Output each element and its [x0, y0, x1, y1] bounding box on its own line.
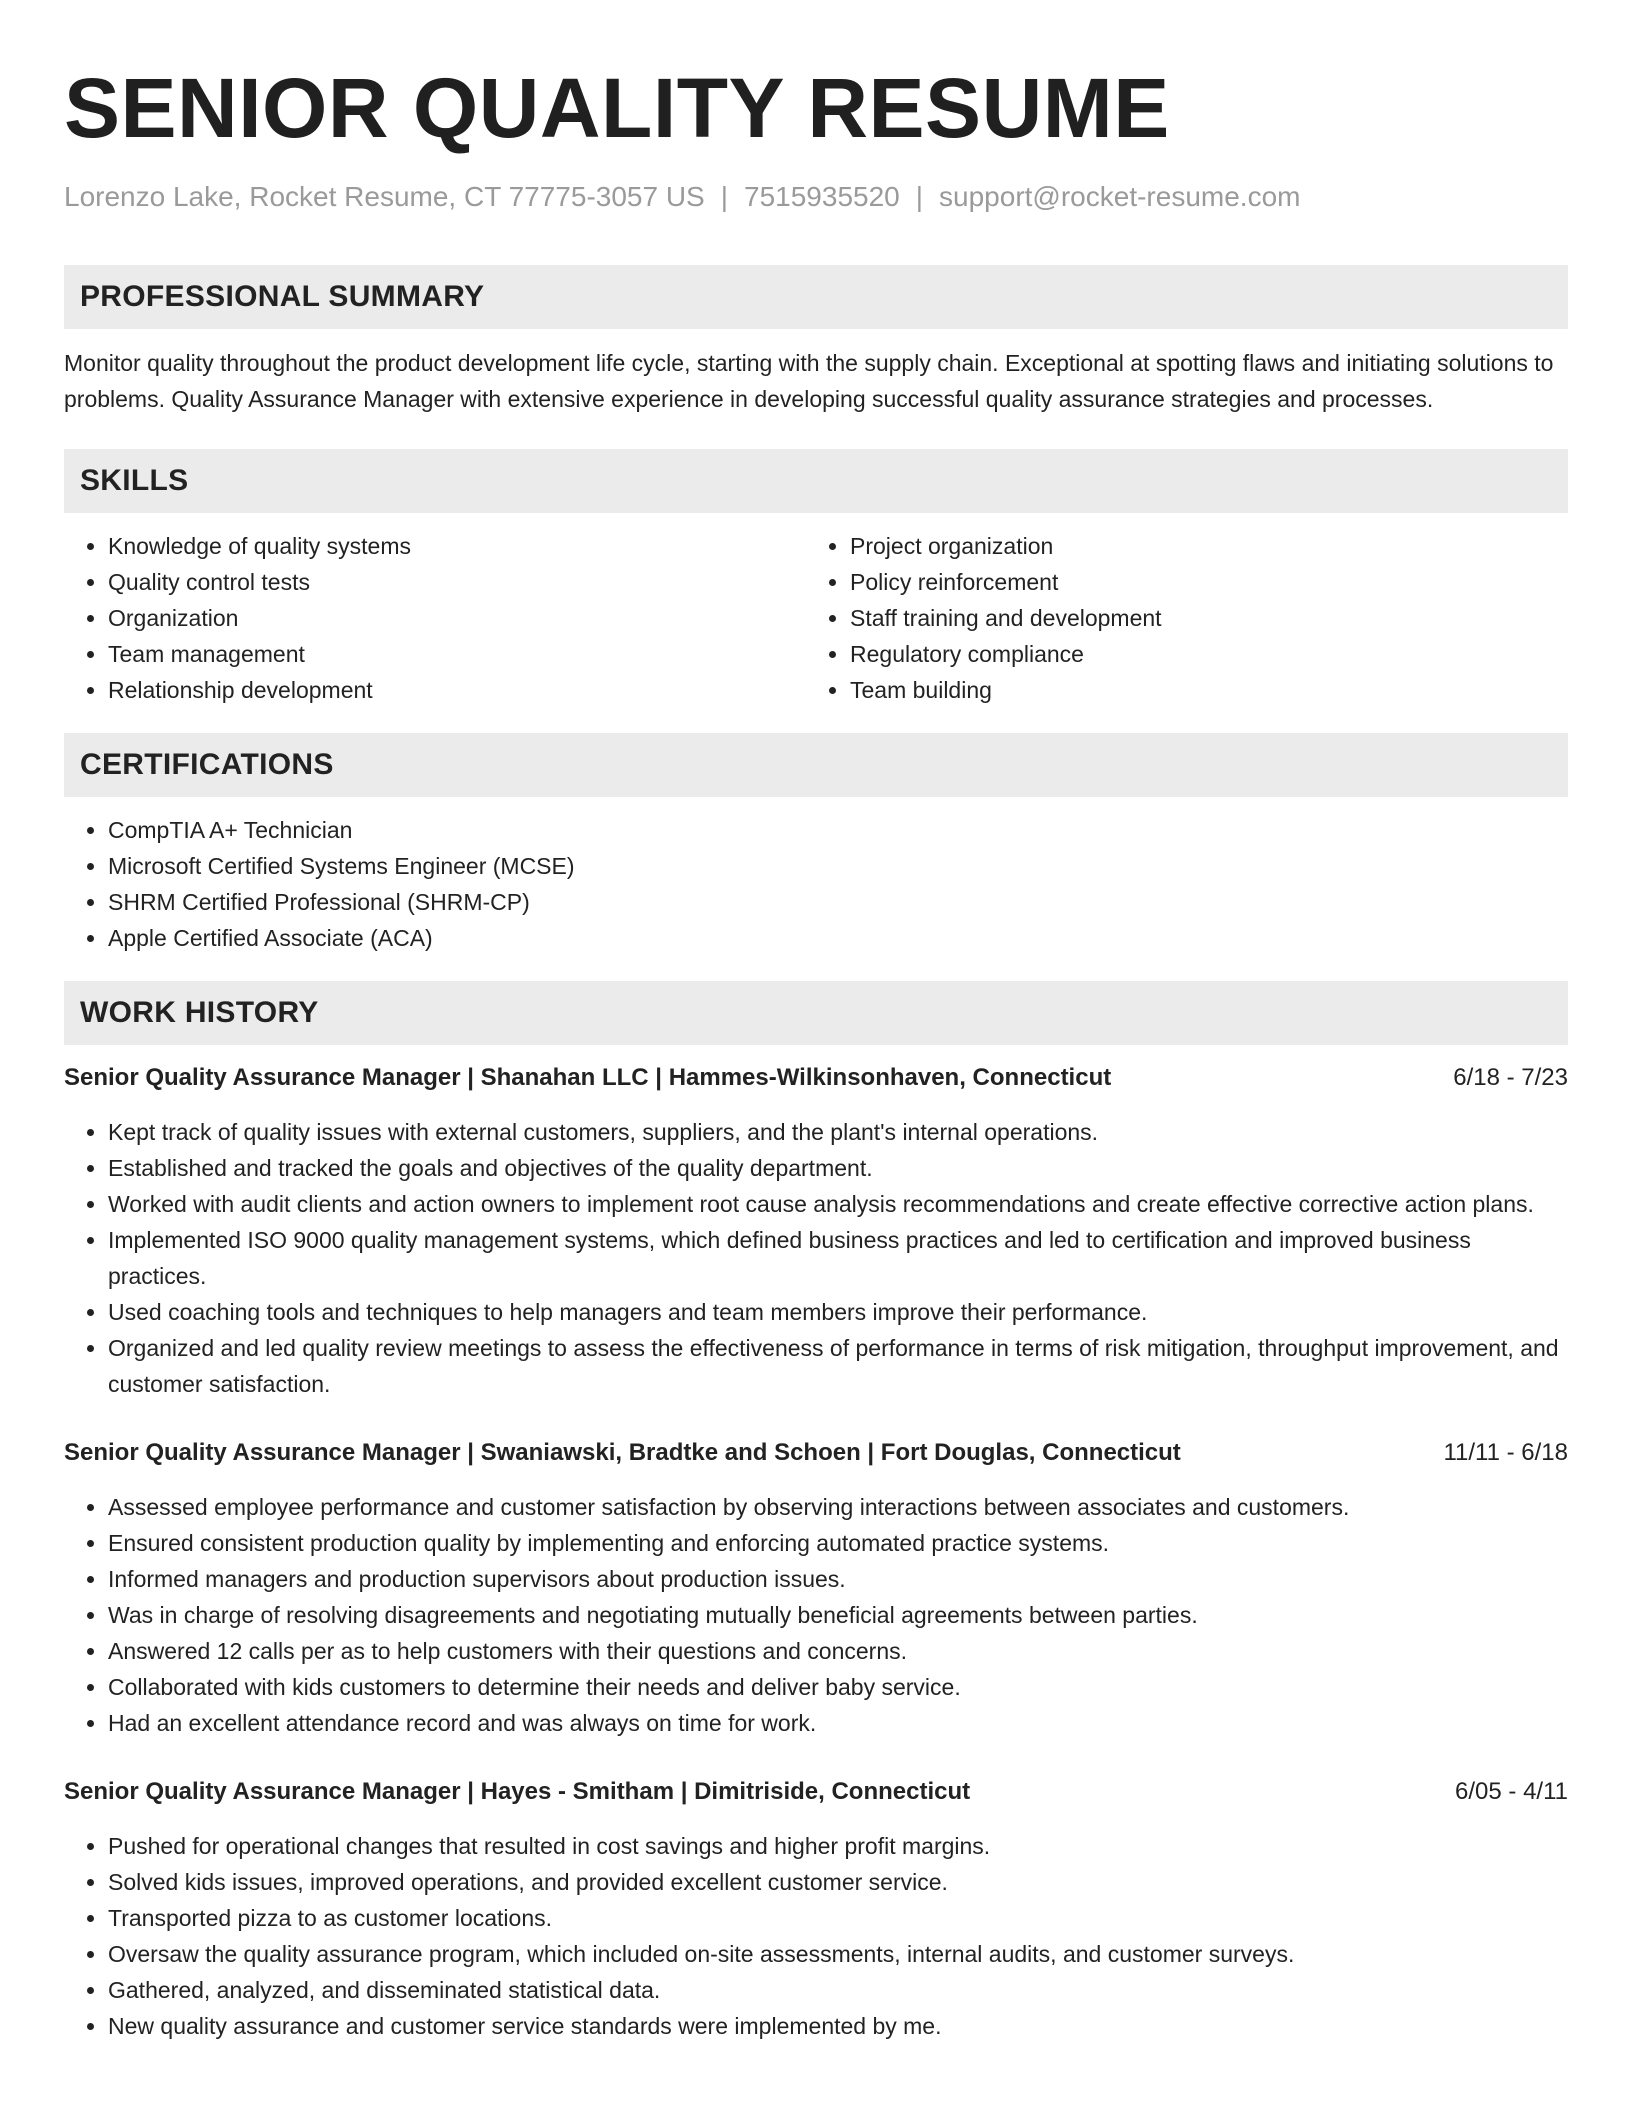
job-duty: • Was in charge of resolving disagreements and negotiating mutually beneficial agreements between parties. — [108, 1597, 1568, 1633]
job-duty: • Kept track of quality issues with external customers, suppliers, and the plant's internal operations. — [108, 1114, 1568, 1150]
summary-heading: PROFESSIONAL SUMMARY — [80, 279, 485, 313]
job-duties-list — [64, 1828, 1568, 2044]
job-duty: • Established and tracked the goals and objectives of the quality department. — [108, 1150, 1568, 1186]
skills-section-header — [64, 449, 1568, 513]
certifications-section-header — [64, 733, 1568, 797]
job-entry — [64, 1435, 1568, 1741]
contact-email: support@rocket-resume.com — [939, 181, 1301, 212]
job-duty: • Implemented ISO 9000 quality management systems, which defined business practices and led to certification and improved business practices. — [108, 1222, 1568, 1294]
job-duty: • Transported pizza to as customer locations. — [108, 1900, 1568, 1936]
skill-item: • Quality control tests — [108, 564, 806, 600]
skill-item: • Regulatory compliance — [850, 636, 1548, 672]
job-dates: 6/05 - 4/11 — [1455, 1777, 1568, 1805]
job-duty: • Collaborated with kids customers to determine their needs and deliver baby service. — [108, 1669, 1568, 1705]
skills-list-left — [64, 528, 806, 708]
contact-line — [64, 180, 1568, 214]
contact-separator: | — [915, 181, 924, 212]
work-history-heading: WORK HISTORY — [80, 995, 319, 1029]
summary-section-header — [64, 265, 1568, 329]
job-duty: • Organized and led quality review meetings to assess the effectiveness of performance in terms of risk mitigation, throughput improvement, and customer satisfaction. — [108, 1330, 1568, 1402]
skill-item: • Organization — [108, 600, 806, 636]
certification-item: • CompTIA A+ Technician — [108, 812, 1568, 848]
skill-item: • Team building — [850, 672, 1548, 708]
resume-title: SENIOR QUALITY RESUME — [64, 61, 1170, 155]
skill-item: • Staff training and development — [850, 600, 1548, 636]
job-duty: • Informed managers and production supervisors about production issues. — [108, 1561, 1568, 1597]
job-entry — [64, 1060, 1568, 1402]
skills-list-right — [806, 528, 1548, 708]
skill-item: • Knowledge of quality systems — [108, 528, 806, 564]
job-entry — [64, 1774, 1568, 2044]
skills-columns — [64, 528, 1568, 708]
skills-heading: SKILLS — [80, 463, 189, 497]
job-header — [64, 1774, 1568, 1810]
skill-item: • Relationship development — [108, 672, 806, 708]
skills-column-left — [64, 528, 806, 708]
job-duty: • Gathered, analyzed, and disseminated statistical data. — [108, 1972, 1568, 2008]
job-duty: • Ensured consistent production quality by implementing and enforcing automated practice systems. — [108, 1525, 1568, 1561]
job-duty: • Assessed employee performance and customer satisfaction by observing interactions between associates and customers. — [108, 1489, 1568, 1525]
certification-item: • Microsoft Certified Systems Engineer (MCSE) — [108, 848, 1568, 884]
job-duty: • Had an excellent attendance record and was always on time for work. — [108, 1705, 1568, 1741]
job-duty: • Worked with audit clients and action owners to implement root cause analysis recommendations and create effective corrective action plans. — [108, 1186, 1568, 1222]
job-duty: • Oversaw the quality assurance program, which included on-site assessments, internal audits, and customer surveys. — [108, 1936, 1568, 1972]
skill-item: • Project organization — [850, 528, 1548, 564]
contact-phone: 7515935520 — [744, 181, 900, 212]
job-duty: • Answered 12 calls per as to help customers with their questions and concerns. — [108, 1633, 1568, 1669]
job-duties-list — [64, 1489, 1568, 1741]
job-dates: 11/11 - 6/18 — [1443, 1438, 1568, 1466]
certification-item: • SHRM Certified Professional (SHRM-CP) — [108, 884, 1568, 920]
skill-item: • Team management — [108, 636, 806, 672]
job-title: Senior Quality Assurance Manager | Swaniawski, Bradtke and Schoen | Fort Douglas, Connecticut — [64, 1438, 1181, 1466]
job-duty: • Solved kids issues, improved operations, and provided excellent customer service. — [108, 1864, 1568, 1900]
contact-separator: | — [720, 181, 729, 212]
contact-address: Lorenzo Lake, Rocket Resume, CT 77775-3057 US — [64, 181, 705, 212]
skill-item: • Policy reinforcement — [850, 564, 1548, 600]
job-duties-list — [64, 1114, 1568, 1402]
certifications-list — [64, 812, 1568, 956]
job-header — [64, 1435, 1568, 1471]
resume-page — [64, 56, 1568, 2044]
job-dates: 6/18 - 7/23 — [1453, 1063, 1568, 1091]
job-duty: • Used coaching tools and techniques to help managers and team members improve their performance. — [108, 1294, 1568, 1330]
job-header — [64, 1060, 1568, 1096]
job-title: Senior Quality Assurance Manager | Hayes - Smitham | Dimitriside, Connecticut — [64, 1777, 971, 1805]
skills-column-right — [806, 528, 1548, 708]
work-history-section-header — [64, 981, 1568, 1045]
summary-text: Monitor quality throughout the product development life cycle, starting with the supply chain. Exceptional at spotting flaws and initiating solutions to problems. Quality Assurance Manager with extensive experience in developing successful quality assurance strategies and processes. — [64, 349, 1554, 412]
job-title: Senior Quality Assurance Manager | Shanahan LLC | Hammes-Wilkinsonhaven, Connecticut — [64, 1063, 1112, 1091]
job-duty: • Pushed for operational changes that resulted in cost savings and higher profit margins. — [108, 1828, 1568, 1864]
job-duty: • New quality assurance and customer service standards were implemented by me. — [108, 2008, 1568, 2044]
certification-item: • Apple Certified Associate (ACA) — [108, 920, 1568, 956]
certifications-heading: CERTIFICATIONS — [80, 747, 334, 781]
